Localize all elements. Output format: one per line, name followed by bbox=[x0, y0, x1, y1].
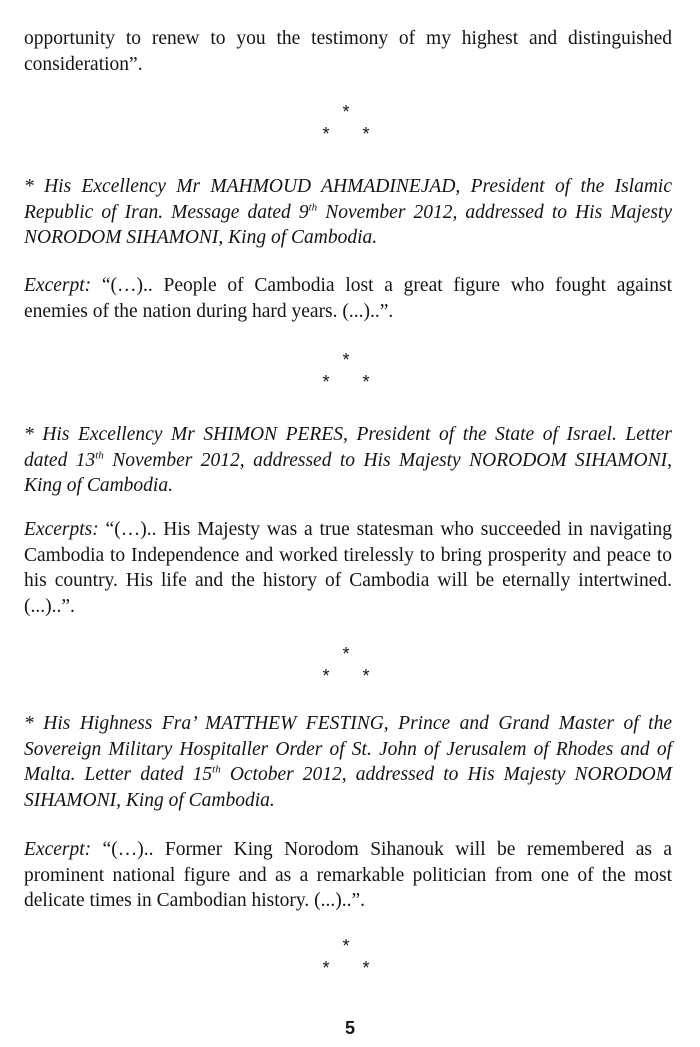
excerpt-text: “(…).. His Majesty was a true statesman who succeeded in navigating Cambodia to Independence and worked tirelessly to bring prosperity and peace to his country. His life and the history of Cambodia will be eternally intertwined. (...)..”. bbox=[24, 519, 672, 617]
excerpt-label: Excerpt: bbox=[24, 839, 92, 860]
entry-heading bbox=[24, 711, 672, 813]
entry-heading-text: November 2012, addressed to His Majesty NORODOM SIHAMONI, King of Cambodia. bbox=[24, 449, 672, 496]
entry-excerpt bbox=[24, 837, 672, 914]
separator-star: * bbox=[362, 124, 370, 144]
excerpt-text: “(…).. People of Cambodia lost a great figure who fought against enemies of the nation during hard years. (...)..”. bbox=[24, 275, 672, 322]
entry-heading-text: * His Excellency Mr MAHMOUD AHMADINEJAD, President of the Islamic Republic of Iran. Message dated 9 bbox=[24, 176, 672, 223]
intro-paragraph bbox=[24, 26, 672, 77]
separator-star: * bbox=[322, 958, 330, 978]
entry-heading-text: * His Excellency Mr SHIMON PERES, President of the State of Israel. Letter dated 13 bbox=[24, 424, 672, 471]
section-separator bbox=[0, 645, 700, 685]
ordinal-suffix: th bbox=[95, 449, 104, 461]
separator-star: * bbox=[342, 102, 350, 122]
ordinal-suffix: th bbox=[308, 201, 318, 213]
entry-excerpt bbox=[24, 517, 672, 619]
separator-star: * bbox=[362, 666, 370, 686]
intro-text: opportunity to renew to you the testimony of my highest and distinguished consideration”. bbox=[24, 28, 672, 75]
excerpt-label: Excerpt: bbox=[24, 275, 92, 296]
section-separator bbox=[0, 351, 700, 391]
entry-heading-text: October 2012, addressed to His Majesty NORODOM SIHAMONI, King of Cambodia. bbox=[24, 764, 672, 811]
separator-star: * bbox=[362, 958, 370, 978]
page-number: 5 bbox=[344, 1018, 355, 1038]
separator-star: * bbox=[342, 644, 350, 664]
separator-star: * bbox=[362, 372, 370, 392]
entry-heading bbox=[24, 422, 672, 499]
separator-star: * bbox=[322, 372, 330, 392]
separator-star: * bbox=[342, 936, 350, 956]
entry-excerpt bbox=[24, 273, 672, 324]
entry-heading bbox=[24, 174, 672, 251]
section-separator bbox=[0, 103, 700, 143]
separator-star: * bbox=[322, 666, 330, 686]
excerpt-label: Excerpts: bbox=[24, 519, 99, 540]
excerpt-text: “(…).. Former King Norodom Sihanouk will be remembered as a prominent national figure and as a remarkable politician from one of the most delicate times in Cambodian history. (...)..”. bbox=[24, 839, 672, 911]
ordinal-suffix: th bbox=[212, 763, 221, 776]
entry-heading-text: * His Highness Fra’ MATTHEW FESTING, Prince and Grand Master of the Sovereign Military Hospitaller Order of St. John of Jerusalem of Rhodes and of Malta. Letter dated 15 bbox=[24, 713, 672, 785]
entry-heading-text: November 2012, addressed to His Majesty NORODOM SIHAMONI, King of Cambodia. bbox=[24, 201, 672, 248]
section-separator bbox=[0, 937, 700, 977]
separator-star: * bbox=[342, 350, 350, 370]
separator-star: * bbox=[322, 124, 330, 144]
